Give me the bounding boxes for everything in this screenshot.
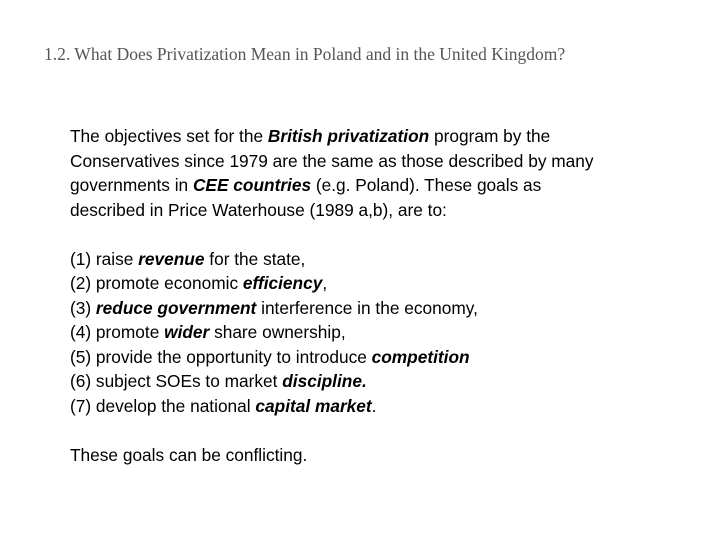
goal-emphasis: wider	[164, 322, 210, 342]
goals-list	[70, 247, 700, 419]
goal-text: (2) promote economic	[70, 273, 243, 293]
intro-text: governments in	[70, 175, 193, 195]
goal-emphasis: discipline.	[282, 371, 367, 391]
slide-body	[70, 124, 700, 467]
goal-text: share ownership,	[209, 322, 346, 342]
goal-emphasis: capital market	[255, 395, 372, 416]
goal-item	[70, 345, 700, 370]
conclusion-text: These goals can be conflicting.	[70, 444, 308, 465]
intro-line-3	[70, 173, 700, 198]
intro-line-4: described in Price Waterhouse (1989 a,b), are to:	[70, 199, 447, 220]
paragraph-spacer	[70, 418, 700, 443]
intro-text: program by the	[429, 126, 551, 146]
slide-title: 1.2. What Does Privatization Mean in Poland and in the United Kingdom?	[44, 44, 566, 64]
intro-text: The objectives set for the	[70, 126, 268, 146]
goal-text: (6) subject SOEs to market	[70, 371, 283, 391]
goal-item	[70, 271, 700, 296]
goal-item	[70, 296, 700, 321]
goal-item	[70, 320, 700, 345]
goal-text: (7) develop the national	[70, 395, 256, 416]
goal-text: for the state,	[204, 248, 306, 269]
conclusion-paragraph	[70, 443, 700, 468]
goal-text: ,	[322, 273, 328, 293]
goal-text: (3)	[70, 297, 96, 318]
goal-item	[70, 247, 700, 272]
goal-text: (4) promote	[70, 322, 165, 342]
goal-item	[70, 394, 700, 419]
goal-item	[70, 369, 700, 394]
goal-text: interference in the economy,	[256, 297, 478, 318]
intro-text: (e.g. Poland). These goals as	[311, 175, 542, 195]
goal-text: .	[371, 395, 377, 416]
intro-line-2: Conservatives since 1979 are the same as those described by many	[70, 150, 594, 171]
goal-text: (5) provide the opportunity to introduce	[70, 346, 372, 367]
goal-text: (1) raise	[70, 248, 139, 269]
intro-line-1	[70, 124, 700, 149]
emphasis-british-privatization: British privatization	[267, 126, 430, 146]
emphasis-cee-countries: CEE countries	[192, 175, 312, 195]
paragraph-spacer	[70, 222, 700, 247]
goal-emphasis: revenue	[138, 248, 205, 269]
goal-emphasis: reduce government	[95, 297, 257, 318]
intro-paragraph	[70, 124, 700, 222]
goal-emphasis: competition	[371, 346, 470, 367]
goal-emphasis: efficiency	[242, 273, 323, 293]
